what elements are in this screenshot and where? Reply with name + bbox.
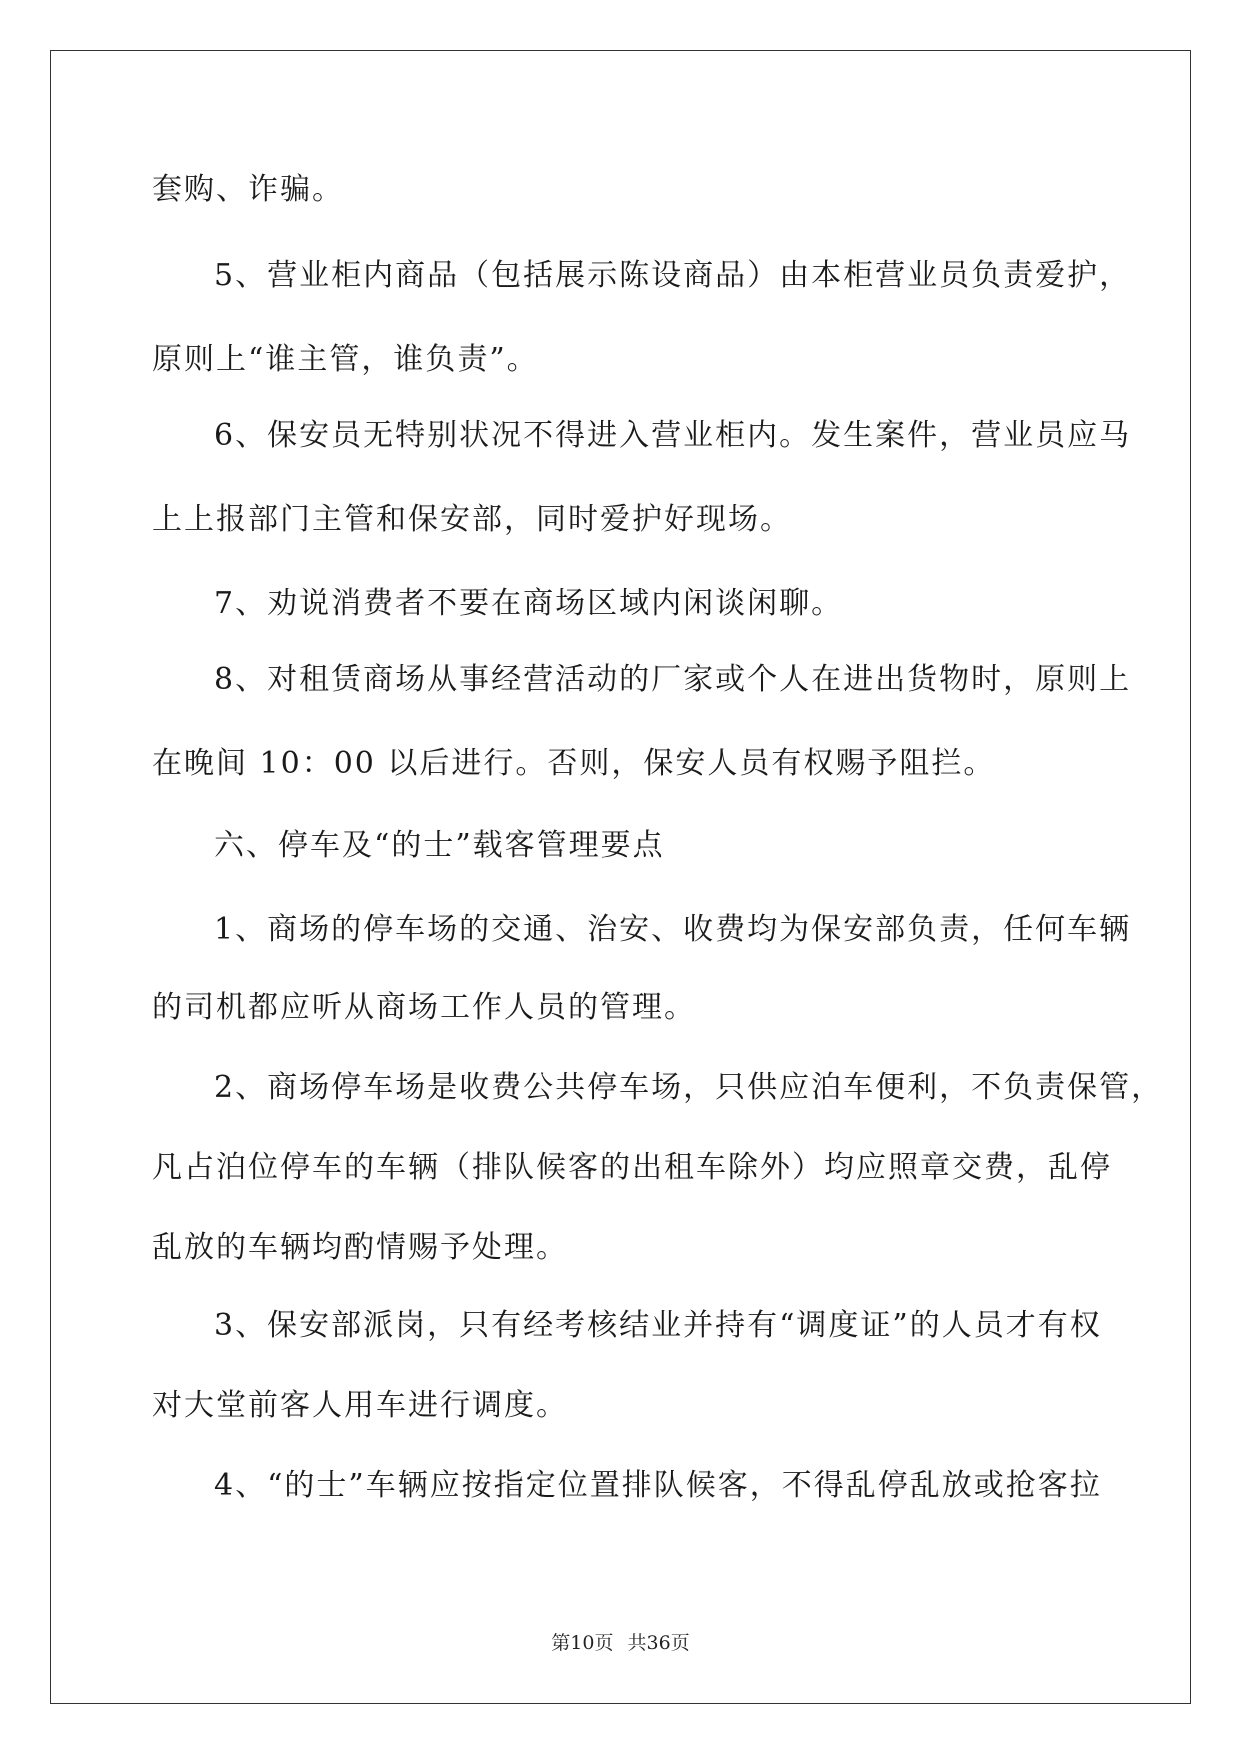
text-line: 3、保安部派岗，只有经考核结业并持有“调度证”的人员才有权 [214, 1308, 1102, 1343]
page-border [50, 50, 1191, 1704]
total-pages: 共36页 [627, 1632, 690, 1654]
page-footer [0, 1628, 1241, 1655]
text-line: 原则上“谁主管，谁负责”。 [152, 342, 539, 377]
section-heading: 六、停车及“的士”载客管理要点 [214, 828, 665, 863]
text-line: 套购、诈骗。 [152, 172, 344, 207]
text-line: 乱放的车辆均酌情赐予处理。 [152, 1230, 568, 1265]
text-line: 5、营业柜内商品（包括展示陈设商品）由本柜营业员负责爱护， [214, 258, 1132, 293]
text-line: 的司机都应听从商场工作人员的管理。 [152, 990, 696, 1025]
text-line: 凡占泊位停车的车辆（排队候客的出租车除外）均应照章交费，乱停 [152, 1150, 1112, 1185]
text-line: 2、商场停车场是收费公共停车场，只供应泊车便利，不负责保管， [214, 1070, 1164, 1105]
text-line: 对大堂前客人用车进行调度。 [152, 1388, 568, 1423]
text-line: 7、劝说消费者不要在商场区域内闲谈闲聊。 [214, 586, 844, 621]
text-line: 1、商场的停车场的交通、治安、收费均为保安部负责，任何车辆 [214, 912, 1132, 947]
page-number: 第10页 [551, 1632, 614, 1654]
text-line: 8、对租赁商场从事经营活动的厂家或个人在进出货物时，原则上 [214, 662, 1132, 697]
text-line: 在晚间 10：00 以后进行。否则，保安人员有权赐予阻拦。 [152, 746, 996, 781]
text-line: 上上报部门主管和保安部，同时爱护好现场。 [152, 502, 792, 537]
text-line: 4、“的士”车辆应按指定位置排队候客，不得乱停乱放或抢客拉 [214, 1468, 1102, 1503]
text-line: 6、保安员无特别状况不得进入营业柜内。发生案件，营业员应马 [214, 418, 1132, 453]
